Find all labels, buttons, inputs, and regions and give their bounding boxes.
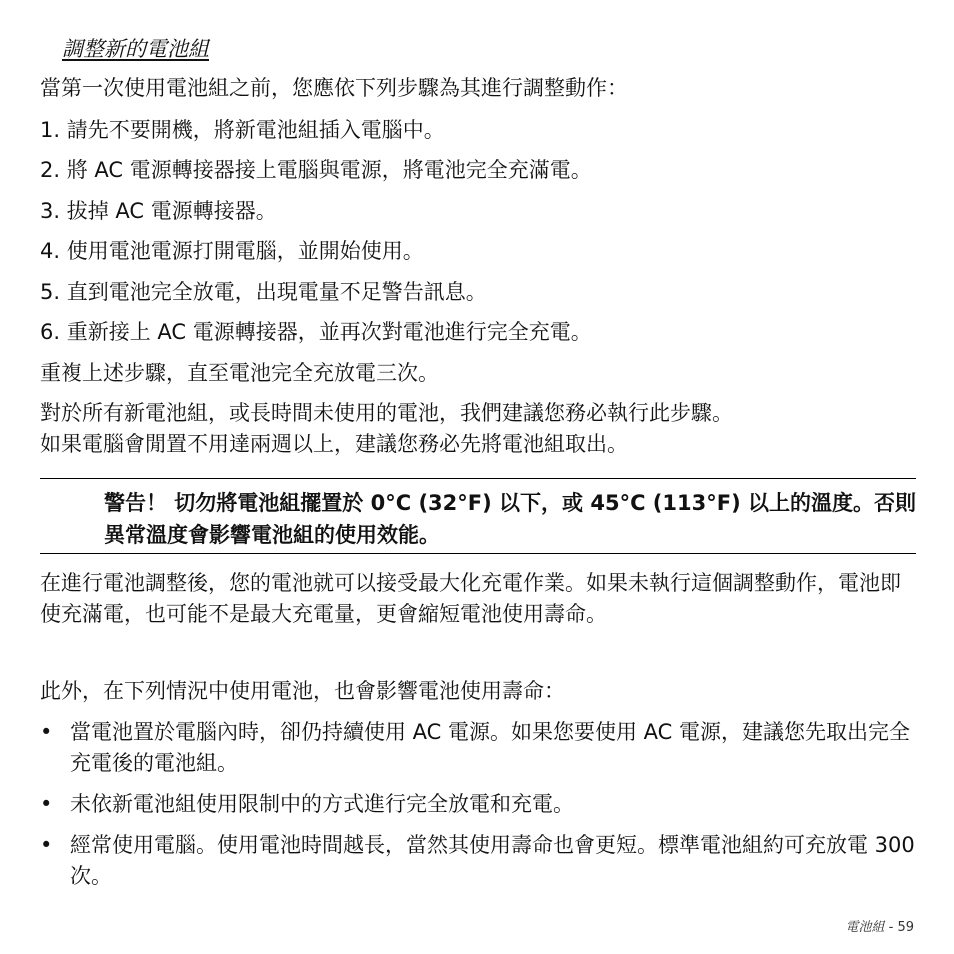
warning-text: 警告！ 切勿將電池組擺置於 0°C (32°F) 以下，或 45°C (113°F) 以上的溫度。否則異常溫度會影響電池組的使用效能。	[104, 491, 916, 547]
step-6: 6. 重新接上 AC 電源轉接器，並再次對電池進行完全充電。	[40, 320, 592, 344]
other-factors-intro: 此外，在下列情況中使用電池，也會影響電池使用壽命：	[40, 679, 565, 703]
page-number: 59	[897, 920, 914, 935]
footer-section-label: 電池組 -	[845, 920, 894, 935]
bullet-marker-3: •	[40, 833, 53, 857]
bullet-marker-2: •	[40, 792, 53, 816]
page-footer	[845, 919, 914, 937]
bullet-item-3: 經常使用電腦。使用電池時間越長，當然其使用壽命也會更短。標準電池組約可充放電 300 次。	[70, 833, 915, 888]
after-calibration-paragraph: 在進行電池調整後，您的電池就可以接受最大化充電作業。如果未執行這個調整動作，電池即使充滿電，也可能不是最大充電量，更會縮短電池使用壽命。	[40, 571, 901, 626]
recommend-line-2: 如果電腦會閒置不用達兩週以上，建議您務必先將電池組取出。	[40, 432, 628, 456]
repeat-note: 重複上述步驟，直至電池完全充放電三次。	[40, 361, 439, 385]
step-1: 1. 請先不要開機，將新電池組插入電腦中。	[40, 118, 445, 142]
bullet-item-1: 當電池置於電腦內時，卻仍持續使用 AC 電源。如果您要使用 AC 電源，建議您先取出完全充電後的電池組。	[70, 720, 911, 775]
step-2: 2. 將 AC 電源轉接器接上電腦與電源，將電池完全充滿電。	[40, 158, 592, 182]
warning-top-rule	[40, 478, 916, 479]
step-3: 3. 拔掉 AC 電源轉接器。	[40, 199, 277, 223]
recommend-line-1: 對於所有新電池組，或長時間未使用的電池，我們建議您務必執行此步驟。	[40, 401, 733, 425]
step-4: 4. 使用電池電源打開電腦，並開始使用。	[40, 239, 424, 263]
bullet-marker-1: •	[40, 720, 53, 744]
section-title: 調整新的電池組	[62, 37, 209, 61]
step-5: 5. 直到電池完全放電，出現電量不足警告訊息。	[40, 280, 487, 304]
warning-bottom-rule	[40, 553, 916, 554]
bullet-item-2: 未依新電池組使用限制中的方式進行完全放電和充電。	[70, 792, 574, 816]
intro-paragraph: 當第一次使用電池組之前，您應依下列步驟為其進行調整動作：	[40, 76, 628, 100]
